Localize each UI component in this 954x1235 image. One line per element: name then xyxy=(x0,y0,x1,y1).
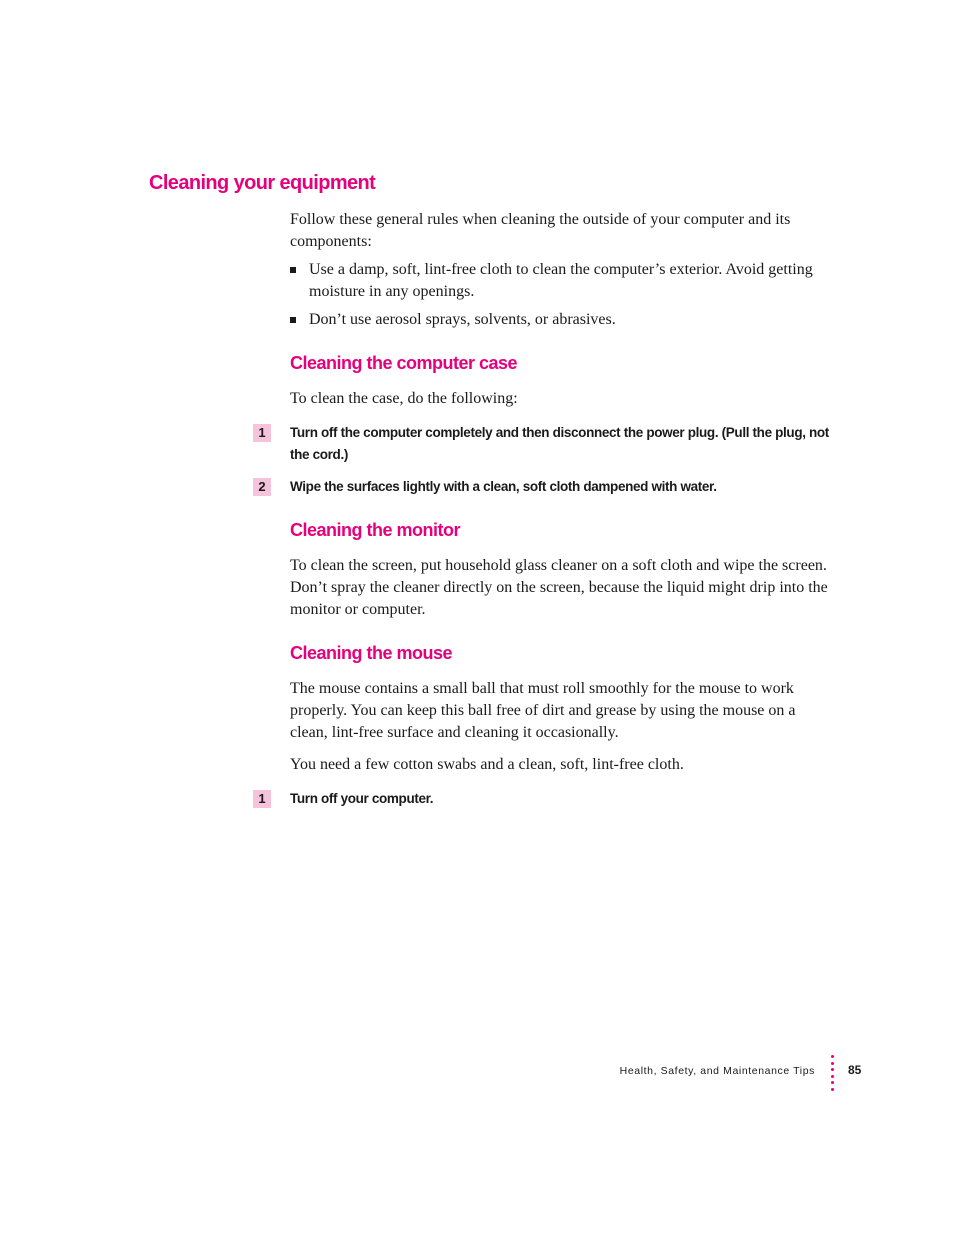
section-heading: Cleaning your equipment xyxy=(149,172,376,194)
step-text: Turn off the computer completely and then disconnect the power plug. (Pull the plug, not the cord.) xyxy=(290,425,829,462)
monitor-body: To clean the screen, put household glass cleaner on a soft cloth and wipe the screen. Don’t spray the cleaner directly on the screen, because the liquid might drip into the monitor or computer. xyxy=(290,557,828,618)
page-number: 85 xyxy=(848,1063,862,1077)
step-number: 2 xyxy=(253,478,271,496)
list-item xyxy=(290,259,830,303)
section-intro: Follow these general rules when cleaning the outside of your computer and its components: xyxy=(290,211,791,250)
step-number: 1 xyxy=(253,790,271,808)
footer-divider xyxy=(831,1055,834,1093)
list-item-text: Use a damp, soft, lint-free cloth to clean the computer’s exterior. Avoid getting moisture in any openings. xyxy=(309,261,813,300)
list-item xyxy=(290,309,830,331)
step-text: Wipe the surfaces lightly with a clean, soft cloth dampened with water. xyxy=(290,479,717,494)
monitor-heading: Cleaning the monitor xyxy=(290,520,460,540)
step-number: 1 xyxy=(253,424,271,442)
step-text: Turn off your computer. xyxy=(290,791,434,806)
bullet-icon xyxy=(290,267,296,273)
case-heading: Cleaning the computer case xyxy=(290,353,518,373)
mouse-body: The mouse contains a small ball that must roll smoothly for the mouse to work properly. You can keep this ball free of dirt and grease by using the mouse on a clean, lint-free surface and cleaning it occasionally. xyxy=(290,680,796,741)
mouse-heading: Cleaning the mouse xyxy=(290,643,453,663)
list-item-text: Don’t use aerosol sprays, solvents, or abrasives. xyxy=(309,311,616,328)
bullet-icon xyxy=(290,317,296,323)
footer-chapter: Health, Safety, and Maintenance Tips xyxy=(619,1065,815,1077)
mouse-body-2: You need a few cotton swabs and a clean, soft, lint-free cloth. xyxy=(290,756,684,773)
case-intro: To clean the case, do the following: xyxy=(290,390,518,407)
